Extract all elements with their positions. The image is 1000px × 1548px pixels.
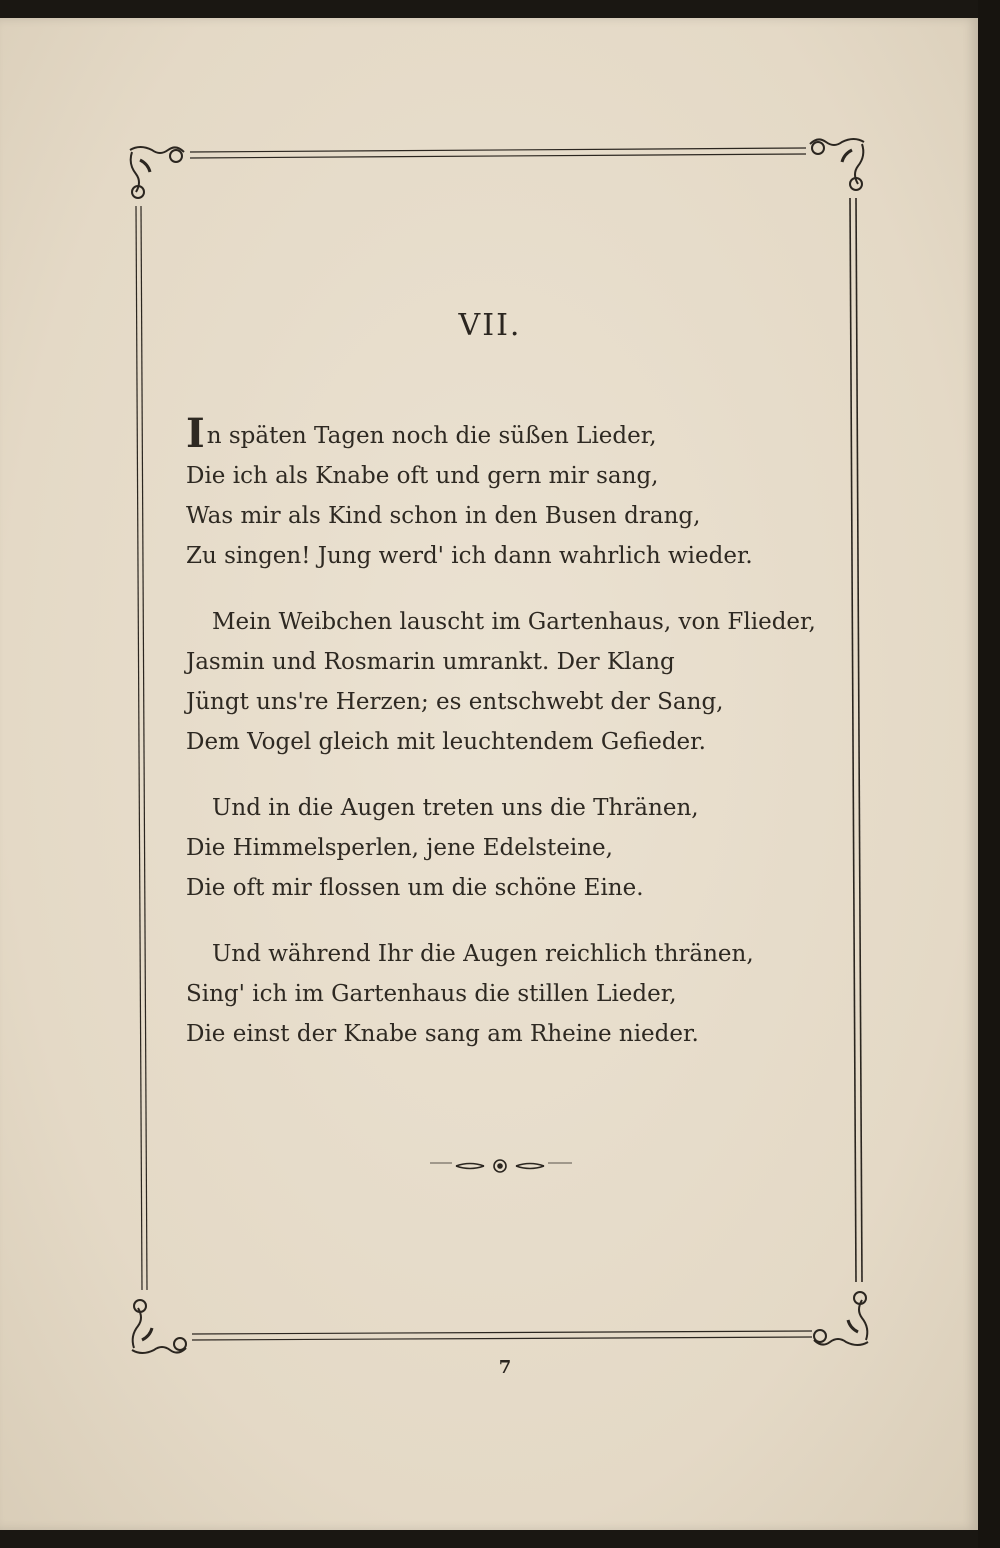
poem-line: Mein Weibchen lauscht im Gartenhaus, von Flieder, <box>212 609 816 635</box>
poem-line: Und in die Augen treten uns die Thränen, <box>212 795 699 821</box>
stanza-2 <box>186 602 826 762</box>
poem-body <box>186 410 826 1080</box>
poem-line: Jasmin und Rosmarin umrankt. Der Klang <box>186 649 675 675</box>
poem-line: Die einst der Knabe sang am Rheine nieder. <box>186 1021 699 1047</box>
stanza-3 <box>186 788 826 908</box>
poem-line: Die Himmelsperlen, jene Edelsteine, <box>186 835 613 861</box>
poem-line-text: n späten Tagen noch die süßen Lieder, <box>206 423 657 449</box>
poem-line: Dem Vogel gleich mit leuchtendem Gefieder. <box>186 729 706 755</box>
stanza-1 <box>186 410 826 576</box>
book-spine-shadow <box>978 0 1000 1548</box>
poem-line: Jüngt uns're Herzen; es entschwebt der Sang, <box>186 689 724 715</box>
chapter-title: VII. <box>458 308 522 343</box>
poem-line: Die oft mir flossen um die schöne Eine. <box>186 875 644 901</box>
stanza-4 <box>186 934 826 1054</box>
poem-line: Sing' ich im Gartenhaus die stillen Lieder, <box>186 981 677 1007</box>
poem-line: Die ich als Knabe oft und gern mir sang, <box>186 463 659 489</box>
poem-line: Und während Ihr die Augen reichlich thränen, <box>212 941 754 967</box>
poem-line <box>186 410 826 457</box>
drop-cap: I <box>186 410 205 457</box>
page-number: 7 <box>498 1357 512 1378</box>
poem-line: Was mir als Kind schon in den Busen drang, <box>186 503 701 529</box>
poem-line: Zu singen! Jung werd' ich dann wahrlich wieder. <box>186 543 753 569</box>
